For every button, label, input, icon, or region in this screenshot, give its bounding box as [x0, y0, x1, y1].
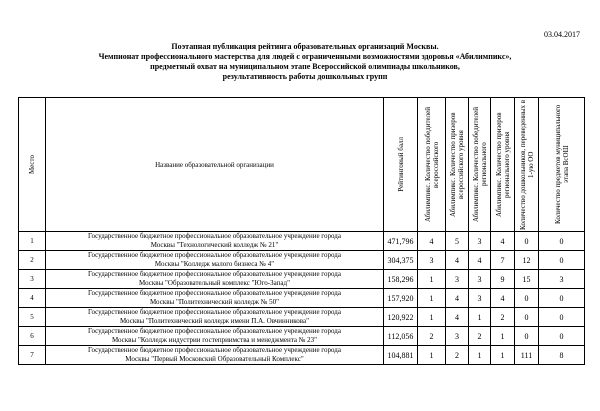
header-preschoolers-transferred: Количество дошкольников, переведенных в 1-ую ОО — [515, 98, 539, 232]
organization-name-line: Государственное бюджетное профессиональное образовательное учреждение города — [88, 327, 341, 335]
score-cell: 471,796 — [384, 232, 418, 251]
organization-name-line: Москвы "Политехнический колледж имени П.А. Овчинникова" — [120, 316, 309, 325]
score-cell: 120,922 — [384, 308, 418, 327]
organization-name-line: Москвы "Колледж малого бизнеса № 4" — [154, 259, 275, 268]
organization-name-line: Москвы "Первый Московский Образовательный Комплекс" — [125, 354, 304, 363]
header-row — [19, 98, 585, 232]
organization-name-line: Москвы "Политехнический колледж № 50" — [149, 297, 280, 306]
olympiad-subjects-cell: 0 — [539, 232, 585, 251]
abilympics-prizewinners-national-cell: 3 — [446, 327, 469, 346]
rating-table — [18, 97, 585, 365]
header-abilympics-winners-regional: Абилимпикс. Количество победителей регионального — [469, 98, 491, 232]
organization-name-cell — [46, 289, 384, 308]
title-line: результативность работы дошкольных групп — [222, 72, 388, 81]
abilympics-prizewinners-national-cell: 2 — [446, 346, 469, 365]
organization-name-line: Москвы "Образовательный комплекс "Юго-Запад" — [139, 278, 290, 287]
organization-name-line: Государственное бюджетное профессиональное образовательное учреждение города — [88, 289, 341, 297]
place-cell: 7 — [19, 346, 46, 365]
table-row — [19, 308, 585, 327]
abilympics-winners-national-cell: 1 — [418, 289, 446, 308]
score-cell: 112,056 — [384, 327, 418, 346]
preschoolers-transferred-cell: 15 — [515, 270, 539, 289]
abilympics-winners-regional-cell: 1 — [469, 346, 491, 365]
abilympics-prizewinners-national-cell: 4 — [446, 308, 469, 327]
abilympics-prizewinners-regional-cell: 2 — [491, 308, 515, 327]
abilympics-winners-regional-cell: 3 — [469, 270, 491, 289]
header-abilympics-winners-national: Абилимпикс. Количество победителей всероссийского — [418, 98, 446, 232]
abilympics-winners-regional-cell: 2 — [469, 327, 491, 346]
place-cell: 4 — [19, 289, 46, 308]
olympiad-subjects-cell: 0 — [539, 289, 585, 308]
score-cell: 304,375 — [384, 251, 418, 270]
place-cell: 3 — [19, 270, 46, 289]
organization-name-line: Москвы "Технологический колледж № 21" — [150, 240, 279, 249]
organization-name-cell — [46, 346, 384, 365]
organization-name-line: Государственное бюджетное профессиональное образовательное учреждение города — [88, 346, 341, 354]
table-row — [19, 327, 585, 346]
title-line: Чемпионат профессионального мастерства для людей с ограниченными возможностями здоровья «Абилимпикс», — [98, 52, 512, 61]
score-cell: 158,296 — [384, 270, 418, 289]
organization-name-cell — [46, 232, 384, 251]
abilympics-prizewinners-regional-cell: 1 — [491, 346, 515, 365]
table-row — [19, 289, 585, 308]
organization-name-line: Государственное бюджетное профессиональное образовательное учреждение города — [88, 232, 341, 240]
abilympics-winners-regional-cell: 3 — [469, 232, 491, 251]
preschoolers-transferred-cell: 111 — [515, 346, 539, 365]
place-cell: 2 — [19, 251, 46, 270]
organization-name-line: Государственное бюджетное профессиональное образовательное учреждение города — [88, 270, 341, 278]
organization-name-cell — [46, 251, 384, 270]
abilympics-prizewinners-regional-cell: 1 — [491, 327, 515, 346]
organization-name-line: Москвы "Колледж индустрии гостеприимства и менеджмента № 23" — [111, 335, 318, 344]
title-line: Поэтапная публикация рейтинга образовательных организаций Москвы. — [171, 42, 439, 51]
abilympics-winners-national-cell: 3 — [418, 251, 446, 270]
table-row — [19, 251, 585, 270]
abilympics-winners-regional-cell: 3 — [469, 289, 491, 308]
abilympics-winners-national-cell: 1 — [418, 308, 446, 327]
header-score: Рейтинговый балл — [384, 98, 418, 232]
preschoolers-transferred-cell: 12 — [515, 251, 539, 270]
table-row — [19, 232, 585, 251]
organization-name-cell — [46, 308, 384, 327]
organization-name-line: Государственное бюджетное профессиональное образовательное учреждение города — [88, 308, 341, 316]
score-cell: 157,920 — [384, 289, 418, 308]
abilympics-prizewinners-national-cell: 4 — [446, 289, 469, 308]
organization-name-cell — [46, 270, 384, 289]
olympiad-subjects-cell: 8 — [539, 346, 585, 365]
preschoolers-transferred-cell: 0 — [515, 232, 539, 251]
table-row — [19, 346, 585, 365]
publication-date: 03.04.2017 — [544, 30, 580, 39]
score-cell: 104,881 — [384, 346, 418, 365]
abilympics-prizewinners-national-cell: 3 — [446, 270, 469, 289]
abilympics-winners-regional-cell: 4 — [469, 251, 491, 270]
title-line: предметный охват на муниципальном этапе Всероссийской олимпиады школьников, — [150, 62, 460, 71]
abilympics-winners-national-cell: 1 — [418, 346, 446, 365]
abilympics-prizewinners-regional-cell: 4 — [491, 232, 515, 251]
header-abilympics-prizewinners-regional: Абилимпикс. Количество призеров регионального уровня — [491, 98, 515, 232]
olympiad-subjects-cell: 0 — [539, 308, 585, 327]
header-place: Место — [19, 98, 46, 232]
olympiad-subjects-cell: 0 — [539, 251, 585, 270]
abilympics-winners-national-cell: 1 — [418, 270, 446, 289]
place-cell: 6 — [19, 327, 46, 346]
header-abilympics-prizewinners-national: Абилимпикс. Количество призеров всероссийского уровня — [446, 98, 469, 232]
abilympics-prizewinners-national-cell: 4 — [446, 251, 469, 270]
table-row — [19, 270, 585, 289]
organization-name-cell — [46, 327, 384, 346]
abilympics-winners-regional-cell: 1 — [469, 308, 491, 327]
abilympics-prizewinners-regional-cell: 7 — [491, 251, 515, 270]
place-cell: 5 — [19, 308, 46, 327]
abilympics-prizewinners-regional-cell: 4 — [491, 289, 515, 308]
abilympics-prizewinners-national-cell: 5 — [446, 232, 469, 251]
olympiad-subjects-cell: 0 — [539, 327, 585, 346]
document-title — [70, 42, 540, 82]
abilympics-winners-national-cell: 4 — [418, 232, 446, 251]
abilympics-winners-national-cell: 2 — [418, 327, 446, 346]
preschoolers-transferred-cell: 0 — [515, 308, 539, 327]
abilympics-prizewinners-regional-cell: 9 — [491, 270, 515, 289]
preschoolers-transferred-cell: 0 — [515, 289, 539, 308]
preschoolers-transferred-cell: 0 — [515, 327, 539, 346]
header-olympiad-subjects: Количество предметов муниципального этапа ВсОШ — [539, 98, 585, 232]
place-cell: 1 — [19, 232, 46, 251]
header-name: Название образовательной организации — [46, 98, 384, 232]
organization-name-line: Государственное бюджетное профессиональное образовательное учреждение города — [88, 251, 341, 259]
olympiad-subjects-cell: 3 — [539, 270, 585, 289]
